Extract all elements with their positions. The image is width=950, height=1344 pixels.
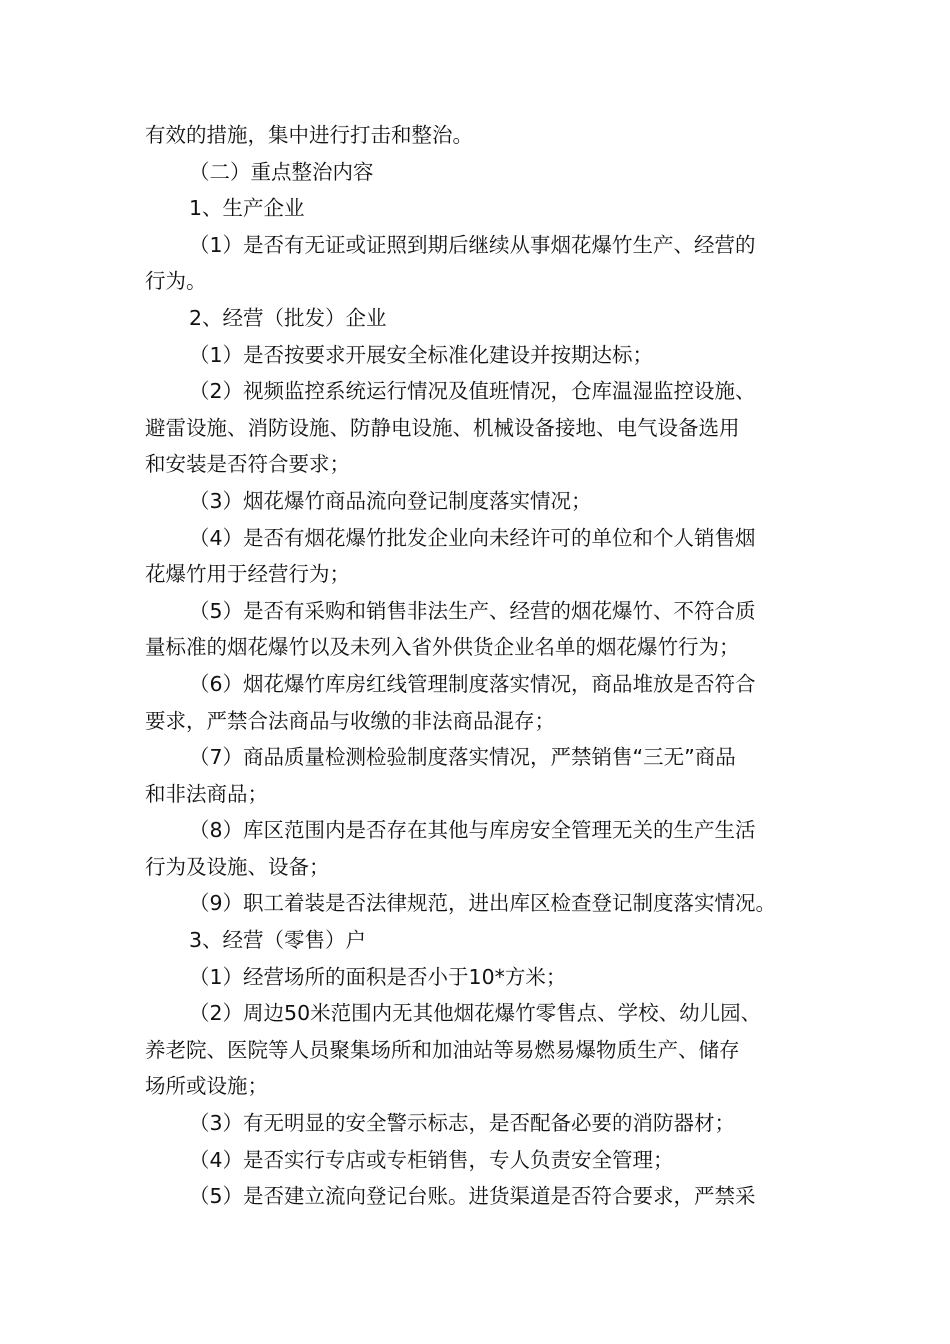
text-line: （5）是否有采购和销售非法生产、经营的烟花爆竹、不符合质	[189, 598, 756, 623]
text-line: （9）职工着装是否法律规范，进出库区检查登记制度落实情况。	[189, 891, 777, 916]
text-line: （二）重点整治内容	[189, 159, 374, 184]
text-line: 3、经营（零售）户	[189, 928, 367, 953]
text-line: 行为。	[145, 269, 207, 294]
text-line: 量标准的烟花爆竹以及未列入省外供货企业名单的烟花爆竹行为；	[145, 635, 740, 660]
text-line: 花爆竹用于经营行为；	[145, 562, 350, 587]
text-line: （2）视频监控系统运行情况及值班情况，仓库温湿监控设施、	[189, 379, 756, 404]
text-line: （3）烟花爆竹商品流向登记制度落实情况；	[189, 488, 592, 513]
text-line: （2）周边50米范围内无其他烟花爆竹零售点、学校、幼儿园、	[189, 1001, 762, 1026]
text-line: （4）是否实行专店或专柜销售，专人负责安全管理；	[189, 1147, 674, 1172]
text-line: 2、经营（批发）企业	[189, 305, 387, 330]
text-line: （4）是否有烟花爆竹批发企业向未经许可的单位和个人销售烟	[189, 525, 756, 550]
text-line: （1）是否有无证或证照到期后继续从事烟花爆竹生产、经营的	[189, 232, 756, 257]
text-line: 和安装是否符合要求；	[145, 452, 350, 477]
text-line: 要求，严禁合法商品与收缴的非法商品混存；	[145, 708, 555, 733]
body-text	[145, 117, 825, 1215]
text-line: （8）库区范围内是否存在其他与库房安全管理无关的生产生活	[189, 818, 756, 843]
text-line: （3）有无明显的安全警示标志，是否配备必要的消防器材；	[189, 1111, 736, 1136]
text-line: 有效的措施，集中进行打击和整治。	[145, 123, 473, 147]
text-line: （1）是否按要求开展安全标准化建设并按期达标；	[189, 342, 654, 367]
text-line: 行为及设施、设备；	[145, 854, 330, 879]
text-line: （7）商品质量检测检验制度落实情况，严禁销售“三无”商品	[189, 745, 736, 770]
text-line: 场所或设施；	[145, 1074, 268, 1099]
text-line: 避雷设施、消防设施、防静电设施、机械设备接地、电气设备选用	[145, 415, 740, 440]
text-line: 和非法商品；	[145, 781, 268, 806]
text-line: （1）经营场所的面积是否小于10*方米；	[189, 964, 567, 989]
text-line: 1、生产企业	[189, 196, 305, 221]
text-line: （6）烟花爆竹库房红线管理制度落实情况，商品堆放是否符合	[189, 671, 756, 696]
text-line: 养老院、医院等人员聚集场所和加油站等易燃易爆物质生产、储存	[145, 1037, 740, 1062]
text-line: （5）是否建立流向登记台账。进货渠道是否符合要求，严禁采	[189, 1184, 756, 1209]
